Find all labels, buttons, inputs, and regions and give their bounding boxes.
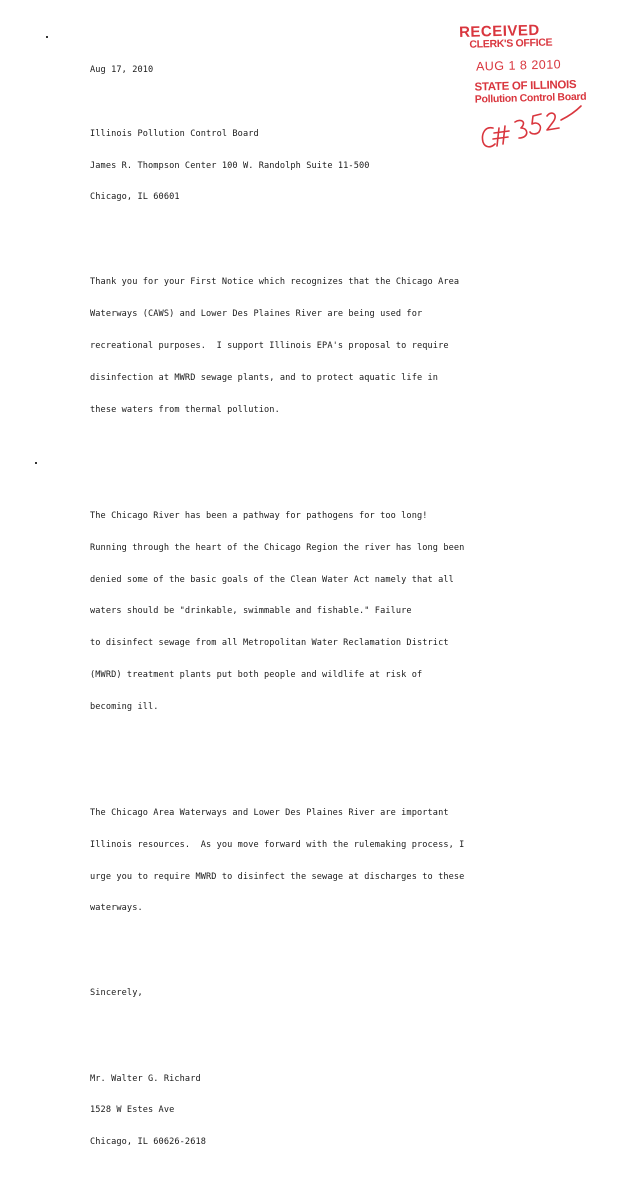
text-line: becoming ill.: [90, 701, 159, 712]
stamp-board: Pollution Control Board: [474, 90, 587, 106]
sender-street: 1528 W Estes Ave: [90, 1105, 175, 1116]
closing: Sincerely,: [90, 988, 143, 999]
letter-date: Aug 17, 2010: [90, 65, 154, 76]
text-line: urge you to require MWRD to disinfect the sewage at discharges to these: [90, 871, 465, 882]
paragraph-2: [90, 490, 490, 734]
text-line: Illinois resources. As you move forward with the rulemaking process, I: [90, 839, 465, 850]
paragraph-1: [90, 256, 490, 436]
sender-block: [90, 1052, 490, 1169]
stamp-clerks-office: CLERK'S OFFICE: [469, 36, 553, 51]
recipient-street: James R. Thompson Center 100 W. Randolph Suite 11-500: [90, 160, 370, 171]
text-line: recreational purposes. I support Illinois EPA's proposal to require: [90, 341, 449, 352]
text-line: waters should be "drinkable, swimmable and fishable." Failure: [90, 606, 412, 617]
text-line: The Chicago Area Waterways and Lower Des Plaines River are important: [90, 807, 449, 818]
sender-city: Chicago, IL 60626-2618: [90, 1137, 207, 1148]
handwriting-icon: [475, 100, 585, 160]
sender-name: Mr. Walter G. Richard: [90, 1073, 201, 1084]
text-line: Thank you for your First Notice which recognizes that the Chicago Area: [90, 277, 460, 288]
text-line: to disinfect sewage from all Metropolitan Water Reclamation District: [90, 638, 449, 649]
text-line: denied some of the basic goals of the Clean Water Act namely that all: [90, 574, 454, 585]
recipient-name: Illinois Pollution Control Board: [90, 128, 259, 139]
scan-speck: [35, 462, 37, 464]
scan-speck: [46, 36, 48, 38]
text-line: The Chicago River has been a pathway for pathogens for too long!: [90, 510, 428, 521]
letter-body: [90, 44, 490, 1190]
handwritten-pc-number: [475, 100, 585, 160]
text-line: Running through the heart of the Chicago Region the river has long been: [90, 542, 465, 553]
stamp-date: AUG 1 8 2010: [475, 57, 562, 74]
recipient-city: Chicago, IL 60601: [90, 192, 180, 203]
text-line: Waterways (CAWS) and Lower Des Plaines River are being used for: [90, 309, 423, 320]
stamp-received: RECEIVED: [458, 21, 540, 41]
stamp-state: STATE OF ILLINOIS: [474, 78, 577, 94]
text-line: (MWRD) treatment plants put both people and wildlife at risk of: [90, 669, 423, 680]
paragraph-3: [90, 787, 490, 935]
text-line: disinfection at MWRD sewage plants, and to protect aquatic life in: [90, 372, 439, 383]
text-line: these waters from thermal pollution.: [90, 404, 280, 415]
text-line: waterways.: [90, 903, 143, 914]
